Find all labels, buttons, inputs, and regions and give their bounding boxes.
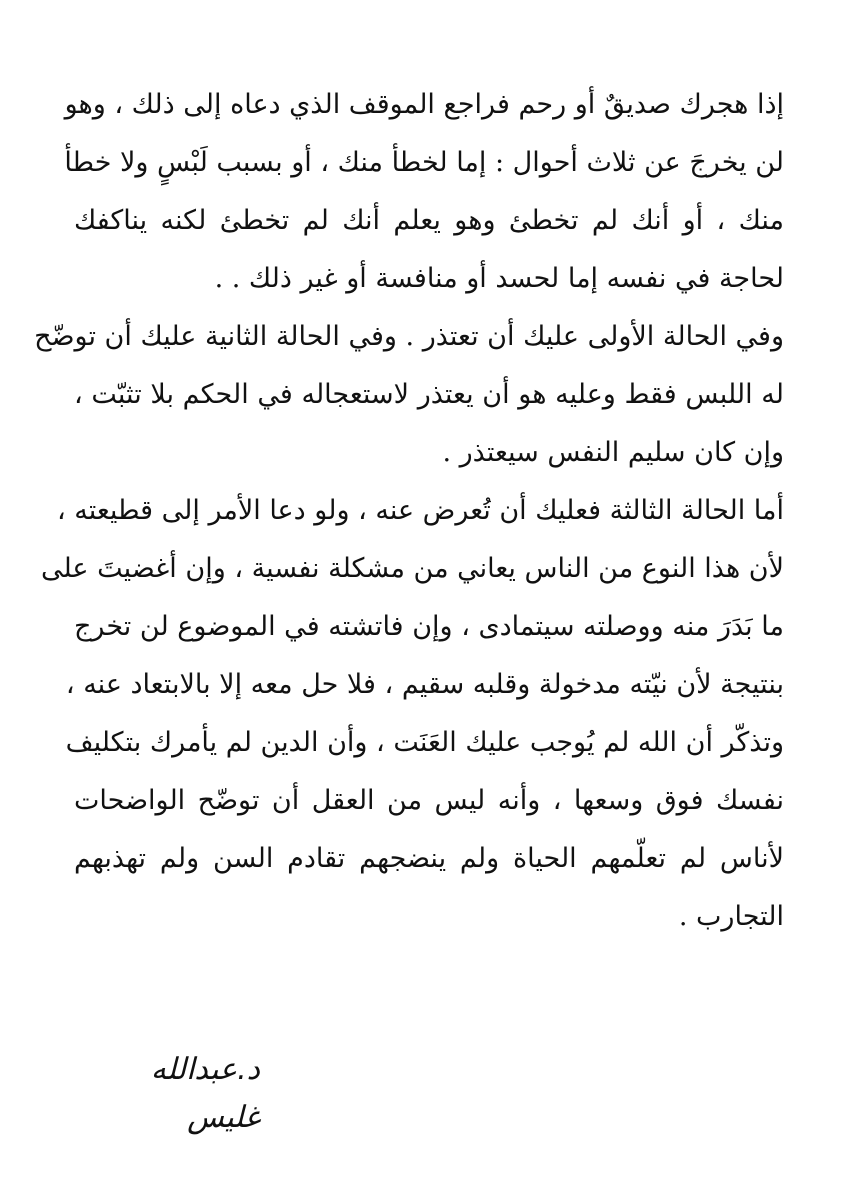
paragraph-2 bbox=[34, 308, 784, 482]
text-line: منك ، أو أنك لم تخطئ وهو يعلم أنك لم تخطئ لكنه يناكفك bbox=[74, 205, 784, 236]
text-line: بنتيجة لأن نيّته مدخولة وقلبه سقيم ، فلا حل معه إلا بالابتعاد عنه ، bbox=[65, 669, 784, 700]
text-line: وإن كان سليم النفس سيعتذر . bbox=[442, 437, 784, 468]
document-body bbox=[34, 76, 784, 946]
text-line: وفي الحالة الأولى عليك أن تعتذر . وفي الحالة الثانية عليك أن توضّح bbox=[34, 321, 784, 352]
text-line: لحاجة في نفسه إما لحسد أو منافسة أو غير ذلك . . bbox=[214, 263, 784, 294]
text-line: التجارب . bbox=[678, 901, 784, 932]
text-line: نفسك فوق وسعها ، وأنه ليس من العقل أن توضّح الواضحات bbox=[74, 785, 784, 816]
signature: د.عبدالله غليس bbox=[150, 1052, 260, 1135]
paragraph-3 bbox=[40, 482, 784, 946]
text-line: لن يخرجَ عن ثلاث أحوال : إما لخطأ منك ، أو بسبب لَبْسٍ ولا خطأ bbox=[64, 147, 784, 178]
text-line: لأن هذا النوع من الناس يعاني من مشكلة نفسية ، وإن أغضيتَ على bbox=[40, 553, 784, 584]
text-line: أما الحالة الثالثة فعليك أن تُعرض عنه ، ولو دعا الأمر إلى قطيعته ، bbox=[56, 495, 784, 526]
text-line: لأناس لم تعلّمهم الحياة ولم ينضجهم تقادم السن ولم تهذبهم bbox=[74, 843, 784, 874]
text-line: ما بَدَرَ منه ووصلته سيتمادى ، وإن فاتشته في الموضوع لن تخرج bbox=[74, 611, 784, 642]
text-line: وتذكّر أن الله لم يُوجب عليك العَنَت ، وأن الدين لم يأمرك بتكليف bbox=[65, 727, 784, 758]
paragraph-1 bbox=[64, 76, 784, 308]
text-line: إذا هجرك صديقٌ أو رحم فراجع الموقف الذي دعاه إلى ذلك ، وهو bbox=[64, 89, 784, 120]
text-line: له اللبس فقط وعليه هو أن يعتذر لاستعجاله في الحكم بلا تثبّت ، bbox=[74, 379, 784, 410]
